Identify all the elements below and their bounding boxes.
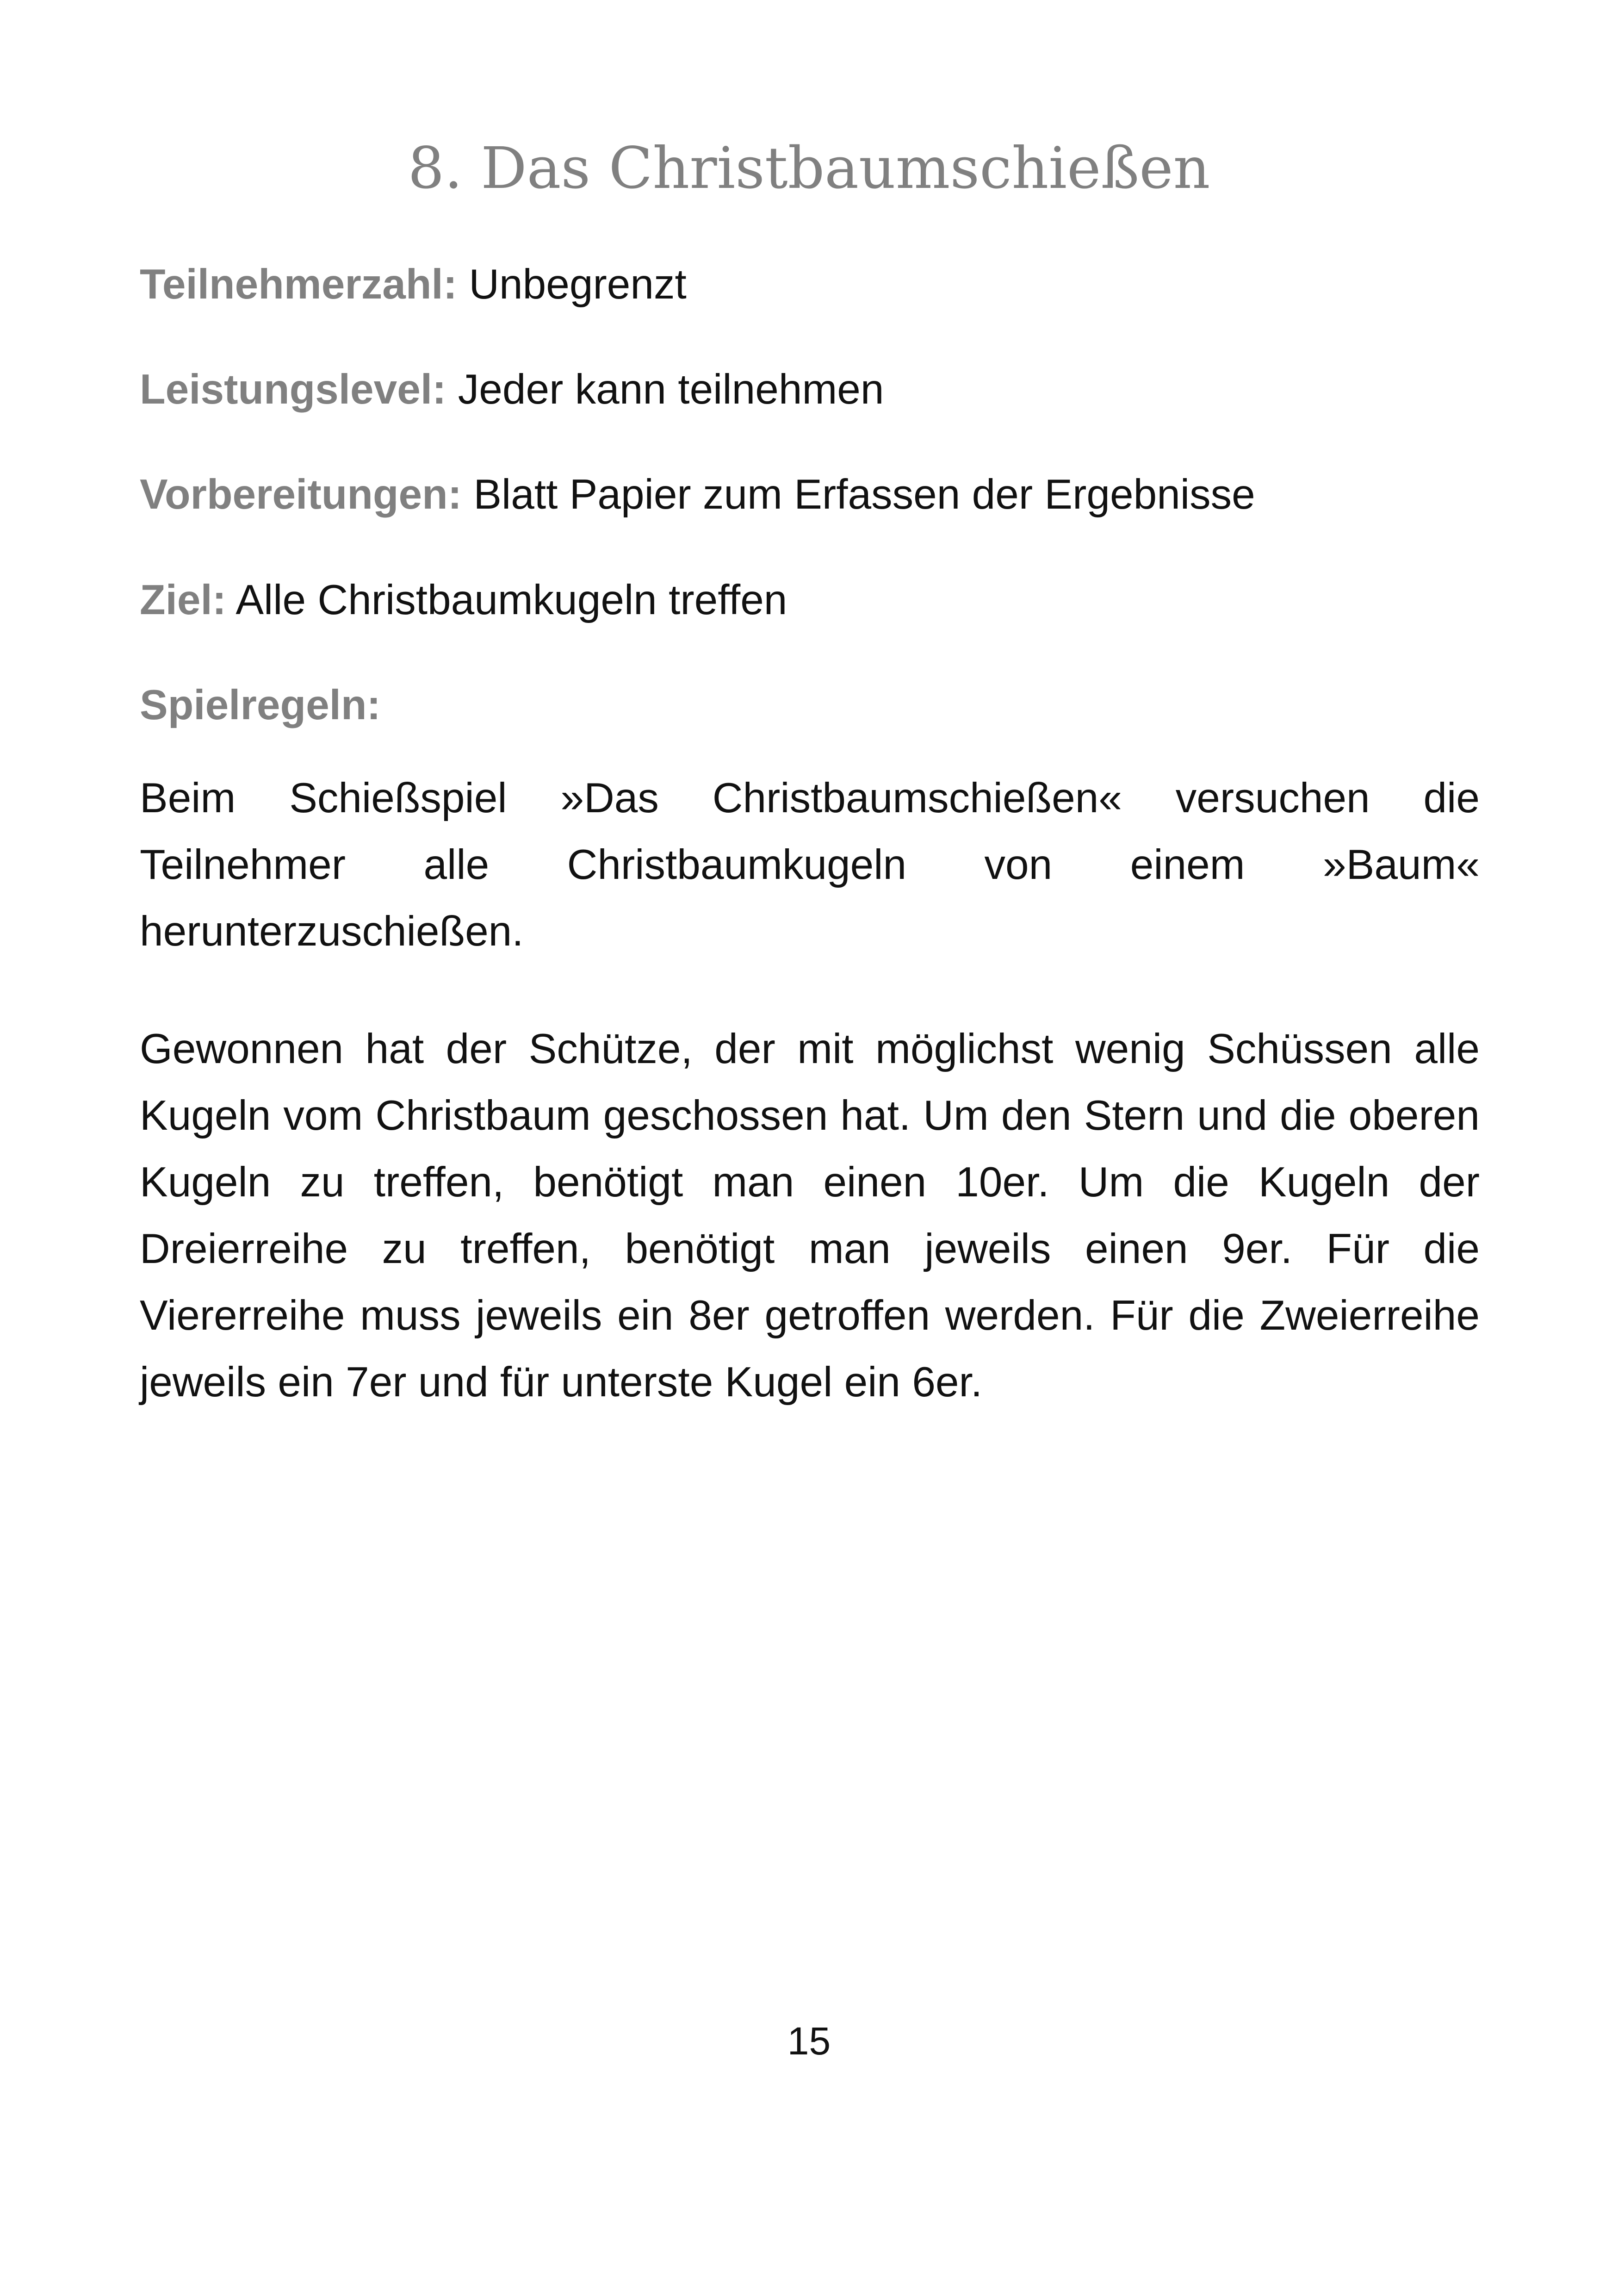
field-label: Spielregeln: — [140, 681, 381, 728]
rules-paragraph-1: Beim Schießspiel »Das Christbaumschießen« versuchen die Teilnehmer alle Christbaumkugeln von einem »Baum« herunterzuschießen. — [140, 774, 1480, 955]
page-title: 8. Das Christbaumschießen — [408, 135, 1210, 202]
field-value: Jeder kann teilnehmen — [458, 366, 884, 413]
field-teilnehmerzahl — [140, 259, 1480, 310]
field-value: Alle Christbaumkugeln treffen — [236, 576, 787, 623]
field-value: Unbegrenzt — [469, 261, 687, 308]
rules-paragraph-2: Gewonnen hat der Schütze, der mit möglichst wenig Schüssen alle Kugeln vom Christbaum geschossen hat. Um den Stern und die oberen Kugeln zu treffen, benötigt man einen 10er. Um die Kugeln der Dreierreihe zu treffen, benötigt man jeweils einen 9er. Für die Viererreihe muss jeweils ein 8er getroffen werden. Für die Zweierreihe jeweils ein 7er und für unterste Kugel ein 6er. — [140, 1025, 1480, 1406]
field-value: Blatt Papier zum Erfassen der Ergebnisse — [473, 471, 1255, 518]
field-leistungslevel — [140, 364, 1480, 415]
field-spielregeln — [140, 680, 1480, 730]
field-label: Teilnehmerzahl: — [140, 261, 458, 308]
field-label: Ziel: — [140, 576, 227, 623]
page-number: 15 — [787, 2019, 831, 2063]
field-label: Vorbereitungen: — [140, 471, 462, 518]
field-label: Leistungslevel: — [140, 366, 446, 413]
document-body — [140, 259, 1480, 1416]
field-vorbereitungen — [140, 469, 1480, 520]
field-ziel — [140, 575, 1480, 625]
